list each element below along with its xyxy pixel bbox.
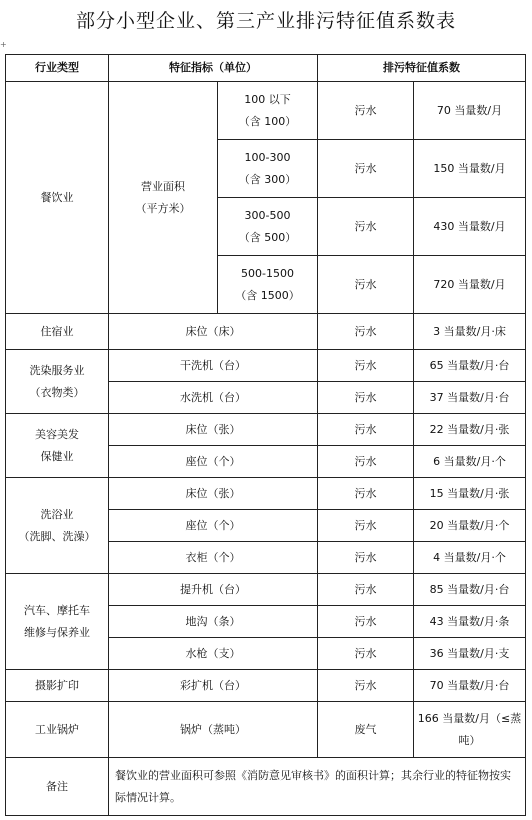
emission-type-cell: 污水 (318, 446, 414, 478)
page-title: 部分小型企业、第三产业排污特征值系数表 (75, 10, 456, 32)
emission-type-cell: 污水 (318, 574, 414, 606)
industry-line: 保健业 (40, 449, 74, 463)
indicator-cell: 水洗机（台） (109, 382, 318, 414)
range-line: 300-500 (244, 208, 291, 222)
industry-cell: 摄影扩印 (6, 670, 109, 702)
range-line: （含 100） (238, 114, 297, 128)
indicator-cell: 彩扩机（台） (109, 670, 318, 702)
table-row (6, 414, 526, 446)
table-row (6, 574, 526, 606)
coefficient-cell: 3 当量数/月·床 (414, 314, 526, 350)
range-line: （含 1500） (235, 288, 300, 302)
industry-cell: 餐饮业 (6, 82, 109, 314)
indicator-cell: 锅炉（蒸吨） (109, 702, 318, 758)
indicator-cell (109, 82, 218, 314)
table-header-row (6, 55, 526, 82)
coefficient-cell: 4 当量数/月·个 (414, 542, 526, 574)
industry-line: 洗染服务业 (29, 363, 85, 377)
industry-cell (6, 478, 109, 574)
coefficient-cell: 70 当量数/月·台 (414, 670, 526, 702)
industry-line: 洗浴业 (40, 507, 74, 521)
industry-cell: 住宿业 (6, 314, 109, 350)
table-row (6, 670, 526, 702)
indicator-cell: 衣柜（个） (109, 542, 318, 574)
indicator-cell: 座位（个） (109, 510, 318, 542)
coefficient-cell: 43 当量数/月·条 (414, 606, 526, 638)
industry-line: 美容美发 (35, 427, 79, 441)
range-line: 100-300 (244, 150, 291, 164)
note-row (6, 758, 526, 816)
indicator-cell: 床位（张） (109, 414, 318, 446)
indicator-cell: 干洗机（台） (109, 350, 318, 382)
header-indicator: 特征指标（单位） (109, 55, 318, 82)
coefficient-cell: 720 当量数/月 (414, 256, 526, 314)
coefficient-cell: 65 当量数/月·台 (414, 350, 526, 382)
industry-line: 汽车、摩托车 (24, 603, 90, 617)
table-row (6, 82, 526, 140)
emission-type-cell: 污水 (318, 510, 414, 542)
indicator-line: （平方米） (135, 201, 191, 215)
industry-cell (6, 414, 109, 478)
coefficient-cell: 36 当量数/月·支 (414, 638, 526, 670)
range-cell (218, 198, 318, 256)
industry-cell (6, 350, 109, 414)
emission-type-cell: 污水 (318, 542, 414, 574)
indicator-cell: 床位（床） (109, 314, 318, 350)
emission-type-cell: 污水 (318, 382, 414, 414)
indicator-cell: 水枪（支） (109, 638, 318, 670)
emission-type-cell: 污水 (318, 256, 414, 314)
coefficient-cell: 70 当量数/月 (414, 82, 526, 140)
indicator-cell: 床位（张） (109, 478, 318, 510)
emission-type-cell: 废气 (318, 702, 414, 758)
coefficient-cell: 15 当量数/月·张 (414, 478, 526, 510)
anchor-marker: + (0, 40, 7, 49)
industry-line: （洗脚、洗澡） (18, 529, 96, 543)
coefficient-cell: 22 当量数/月·张 (414, 414, 526, 446)
note-text: 餐饮业的营业面积可参照《消防意见审核书》的面积计算；其余行业的特征物按实际情况计算。 (109, 758, 526, 816)
table-row (6, 314, 526, 350)
industry-line: 维修与保养业 (24, 625, 90, 639)
emission-type-cell: 污水 (318, 478, 414, 510)
emission-type-cell: 污水 (318, 140, 414, 198)
industry-cell: 工业锅炉 (6, 702, 109, 758)
header-industry: 行业类型 (6, 55, 109, 82)
coefficient-cell (414, 702, 526, 758)
range-cell (218, 256, 318, 314)
range-cell (218, 140, 318, 198)
indicator-cell: 提升机（台） (109, 574, 318, 606)
emission-coefficient-table (5, 54, 526, 816)
table-row (6, 478, 526, 510)
emission-type-cell: 污水 (318, 638, 414, 670)
range-cell (218, 82, 318, 140)
indicator-line: 营业面积 (141, 179, 185, 193)
indicator-cell: 座位（个） (109, 446, 318, 478)
table-row (6, 702, 526, 758)
industry-line: （衣物类） (29, 385, 85, 399)
range-line: （含 300） (238, 172, 297, 186)
table-row (6, 350, 526, 382)
indicator-cell: 地沟（条） (109, 606, 318, 638)
coefficient-cell: 20 当量数/月·个 (414, 510, 526, 542)
emission-type-cell: 污水 (318, 82, 414, 140)
coefficient-cell: 85 当量数/月·台 (414, 574, 526, 606)
range-line: 500-1500 (241, 266, 294, 280)
coefficient-cell: 430 当量数/月 (414, 198, 526, 256)
coefficient-line: 吨） (458, 733, 481, 747)
emission-type-cell: 污水 (318, 414, 414, 446)
coefficient-cell: 6 当量数/月·个 (414, 446, 526, 478)
emission-type-cell: 污水 (318, 670, 414, 702)
coefficient-cell: 150 当量数/月 (414, 140, 526, 198)
emission-type-cell: 污水 (318, 314, 414, 350)
industry-cell (6, 574, 109, 670)
emission-type-cell: 污水 (318, 198, 414, 256)
header-coefficient: 排污特征值系数 (318, 55, 526, 82)
range-line: 100 以下 (244, 92, 291, 106)
emission-type-cell: 污水 (318, 606, 414, 638)
coefficient-cell: 37 当量数/月·台 (414, 382, 526, 414)
emission-type-cell: 污水 (318, 350, 414, 382)
note-label: 备注 (6, 758, 109, 816)
coefficient-line: 166 当量数/月（≤蒸 (417, 711, 522, 725)
range-line: （含 500） (238, 230, 297, 244)
